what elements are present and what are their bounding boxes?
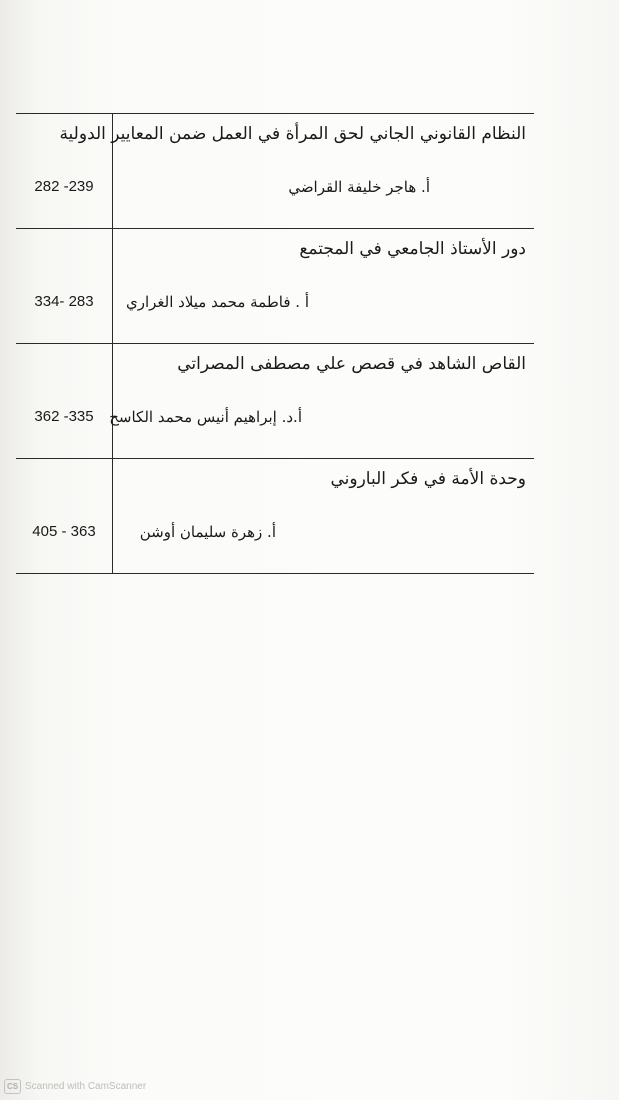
toc-entry — [16, 458, 534, 574]
entry-title: وحدة الأمة في فكر الباروني — [330, 469, 526, 489]
entry-pages: 362 -335 — [34, 408, 94, 425]
entry-pages: 282 -239 — [34, 178, 94, 195]
watermark-text: Scanned with CamScanner — [25, 1081, 147, 1092]
column-divider — [112, 229, 113, 343]
entry-author: أ. زهرة سليمان أوشن — [139, 523, 276, 541]
entry-title: النظام القانوني الجاني لحق المرأة في العمل ضمن المعايير الدولية — [59, 124, 526, 144]
toc-entry — [16, 228, 534, 343]
toc-entry — [16, 113, 534, 228]
entry-pages: 405 - 363 — [32, 523, 96, 540]
entry-author: أ.د. إبراهيم أنيس محمد الكاسح — [109, 408, 302, 426]
entry-pages: 334- 283 — [34, 293, 94, 310]
column-divider — [112, 459, 113, 573]
entry-title: القاص الشاهد في قصص علي مصطفى المصراتي — [177, 354, 526, 374]
scanner-watermark — [4, 1079, 146, 1094]
toc-entry — [16, 343, 534, 458]
entry-title: دور الأستاذ الجامعي في المجتمع — [299, 239, 526, 259]
entry-author: أ. هاجر خليفة القراضي — [288, 178, 430, 196]
camscanner-logo-icon: CS — [4, 1079, 21, 1094]
column-divider — [112, 344, 113, 458]
table-of-contents — [16, 113, 534, 574]
entry-author: أ . فاطمة محمد ميلاد الغراري — [125, 293, 309, 311]
